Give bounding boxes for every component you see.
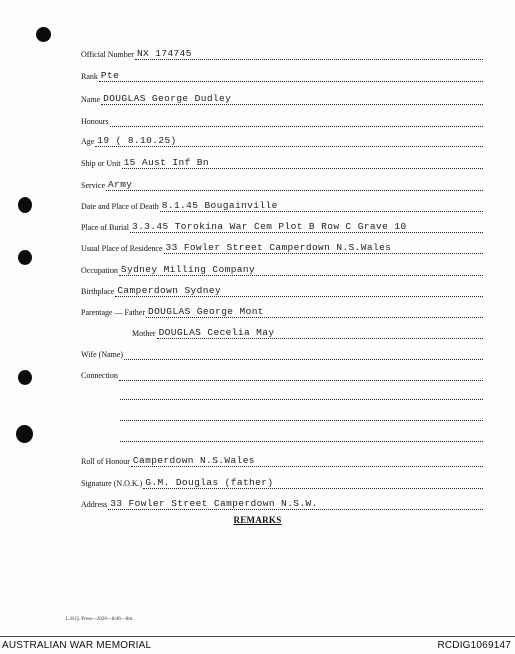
field-signature-nok	[81, 473, 483, 489]
field-usual-residence	[81, 238, 483, 254]
field-value: Army	[108, 179, 133, 190]
field-label: Service	[81, 181, 105, 190]
field-label: Connection	[81, 371, 118, 380]
printer-note: L.H.Q. Press—2020—8/46—8m.	[66, 617, 134, 622]
field-label: Ship or Unit	[81, 159, 121, 168]
field-label: Rank	[81, 72, 98, 81]
field-label: Place of Burial	[81, 223, 129, 232]
field-name	[81, 89, 483, 105]
field-roll-of-honour	[81, 451, 483, 467]
field-connection	[81, 365, 483, 381]
field-value: 19 ( 8.10.25)	[97, 135, 177, 146]
field-service	[81, 175, 483, 191]
field-label: Mother	[132, 329, 156, 338]
document-id: RCDIG1069147	[437, 640, 511, 651]
field-value: Pte	[100, 70, 120, 81]
field-label: Date and Place of Death	[81, 202, 159, 211]
field-label: Honours	[81, 117, 109, 126]
remarks-heading: REMARKS	[233, 515, 282, 525]
field-date-place-of-death	[81, 196, 483, 212]
field-value: Sydney Milling Company	[120, 264, 256, 275]
field-label: Birthplace	[81, 287, 115, 296]
field-value: Camperdown N.S.Wales	[132, 455, 255, 466]
field-parentage-mother	[132, 323, 483, 339]
connection-line	[120, 440, 483, 442]
field-label: Signature (N.O.K.)	[81, 479, 143, 488]
field-label: Roll of Honour	[81, 457, 130, 466]
punch-hole	[36, 27, 51, 42]
field-value: G.M. Douglas (father)	[145, 477, 274, 488]
punch-hole	[18, 250, 32, 265]
punch-hole	[16, 425, 33, 443]
field-ship-or-unit	[81, 153, 483, 169]
field-occupation	[81, 260, 483, 276]
punch-hole	[18, 197, 32, 213]
field-parentage-father	[81, 302, 483, 318]
field-label: Name	[81, 95, 101, 104]
field-address	[81, 494, 483, 510]
field-label: Usual Place of Residence	[81, 244, 163, 253]
field-value: 3.3.45 Torokina War Cem Plot B Row C Grave 10	[131, 221, 407, 232]
field-value: 33 Fowler Street Camperdown N.S.Wales	[165, 242, 392, 253]
field-place-of-burial	[81, 217, 483, 233]
connection-line	[120, 419, 483, 421]
field-value: DOUGLAS George Mont	[147, 306, 264, 317]
archive-name: AUSTRALIAN WAR MEMORIAL	[2, 640, 152, 651]
field-label: Official Number	[81, 50, 134, 59]
field-value: 33 Fowler Street Camperdown N.S.W.	[110, 498, 318, 509]
field-label: Address	[81, 500, 108, 509]
field-rank	[81, 66, 483, 82]
field-honours	[81, 111, 483, 127]
field-birthplace	[81, 281, 483, 297]
page-edge-line	[0, 636, 515, 637]
field-label: Age	[81, 137, 95, 146]
field-value: 15 Aust Inf Bn	[123, 157, 209, 168]
field-label: Occupation	[81, 266, 118, 275]
field-value: Camperdown Sydney	[117, 285, 222, 296]
field-value: DOUGLAS George Dudley	[103, 93, 232, 104]
field-age	[81, 131, 483, 147]
field-label: Wife (Name)	[81, 350, 124, 359]
field-label: Parentage — Father	[81, 308, 145, 317]
field-official-number	[81, 44, 483, 60]
field-value: 8.1.45 Bougainville	[161, 200, 278, 211]
field-value: DOUGLAS Cecelia May	[158, 327, 275, 338]
field-value: NX 174745	[136, 48, 192, 59]
field-wife-name	[81, 344, 483, 360]
connection-line	[120, 398, 483, 400]
punch-hole	[18, 370, 32, 385]
